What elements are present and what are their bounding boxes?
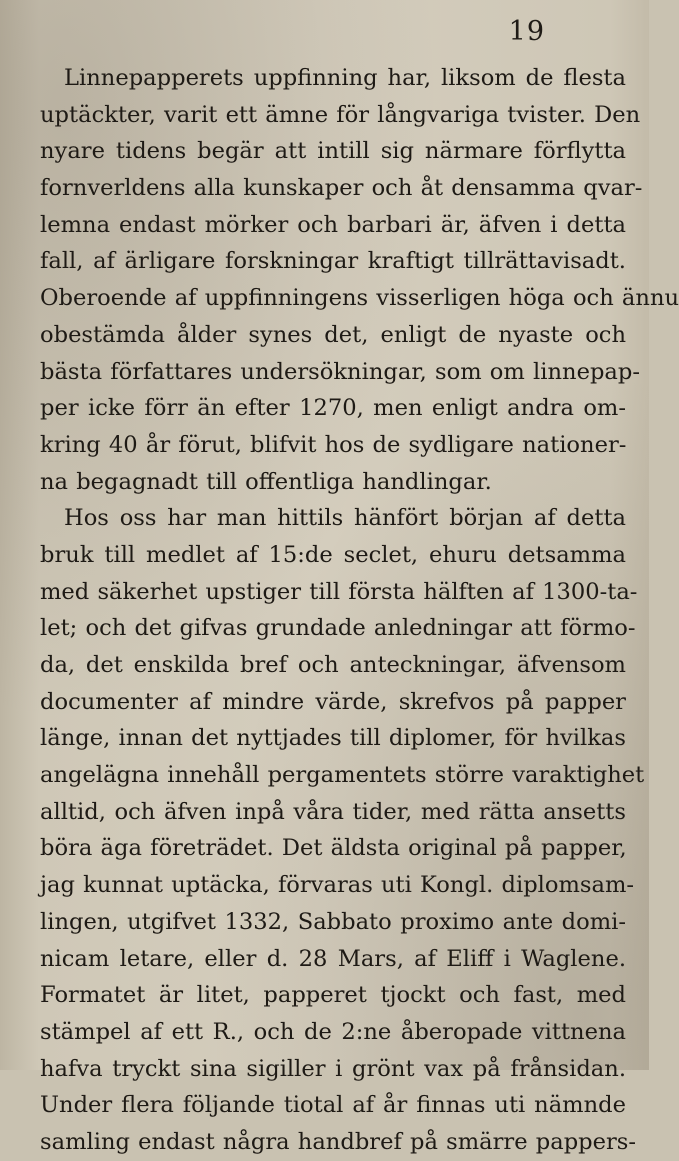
text-line: samling endast några handbref på smärre pappers- bbox=[40, 1128, 637, 1155]
body-text bbox=[40, 60, 679, 1161]
text-line: med säkerhet upstiger till första hälften af 1300-ta- bbox=[40, 578, 638, 605]
text-line: stämpel af ett R., och de 2:ne åberopade vittnena bbox=[40, 1018, 626, 1045]
text-line: bruk till medlet af 15:de seclet, ehuru detsamma bbox=[40, 541, 626, 568]
text-line: fall, af ärligare forskningar kraftigt tillrättavisadt. bbox=[40, 248, 626, 275]
text-line: uptäckter, varit ett ämne för långvariga tvister. Den bbox=[40, 101, 641, 128]
text-line: alltid, och äfven inpå våra tider, med rätta ansetts bbox=[40, 798, 626, 825]
text-line: fornverldens alla kunskaper och åt densamma qvar- bbox=[40, 175, 643, 202]
text-line: hafva tryckt sina sigiller i grönt vax på frånsidan. bbox=[40, 1055, 626, 1082]
text-line: jag kunnat uptäcka, förvaras uti Kongl. diplomsam- bbox=[40, 872, 635, 899]
text-line: länge, innan det nyttjades till diplomer, för hvilkas bbox=[40, 725, 626, 752]
text-line: Oberoende af uppfinningens visserligen höga och ännu bbox=[40, 285, 679, 312]
text-line: lingen, utgifvet 1332, Sabbato proximo ante domi- bbox=[40, 908, 626, 935]
page-number: 19 bbox=[508, 16, 545, 47]
text-line: nicam letare, eller d. 28 Mars, af Eliff i Waglene. bbox=[40, 945, 626, 972]
text-line: per icke förr än efter 1270, men enligt andra om- bbox=[40, 395, 626, 422]
text-line: angelägna innehåll pergamentets större varaktighet bbox=[40, 762, 645, 789]
text-line: Linnepapperets uppfinning har, liksom de flesta bbox=[64, 65, 626, 91]
text-line: let; och det gifvas grundade anledningar att förmo- bbox=[40, 615, 636, 642]
text-line: bästa författares undersökningar, som om linnepap- bbox=[40, 358, 640, 385]
text-line: Under flera följande tiotal af år finnas uti nämnde bbox=[40, 1092, 626, 1119]
text-line: documenter af mindre värde, skrefvos på papper bbox=[40, 688, 626, 715]
text-line: Formatet är litet, papperet tjockt och fast, med bbox=[40, 982, 626, 1009]
text-line: da, det enskilda bref och anteckningar, äfvensom bbox=[40, 652, 626, 678]
text-line: böra äga företrädet. Det äldsta original på papper, bbox=[40, 835, 627, 862]
text-line: na begagnadt till offentliga handlingar. bbox=[40, 468, 492, 495]
text-line: Hos oss har man hittils hänfört början af detta bbox=[64, 505, 626, 532]
text-line: lemna endast mörker och barbari är, äfven i detta bbox=[40, 211, 626, 238]
text-line: obestämda ålder synes det, enligt de nyaste och bbox=[40, 321, 626, 348]
text-line: nyare tidens begär att intill sig närmare förflytta bbox=[40, 138, 626, 165]
text-line: kring 40 år förut, blifvit hos de sydligare nationer- bbox=[40, 431, 627, 458]
